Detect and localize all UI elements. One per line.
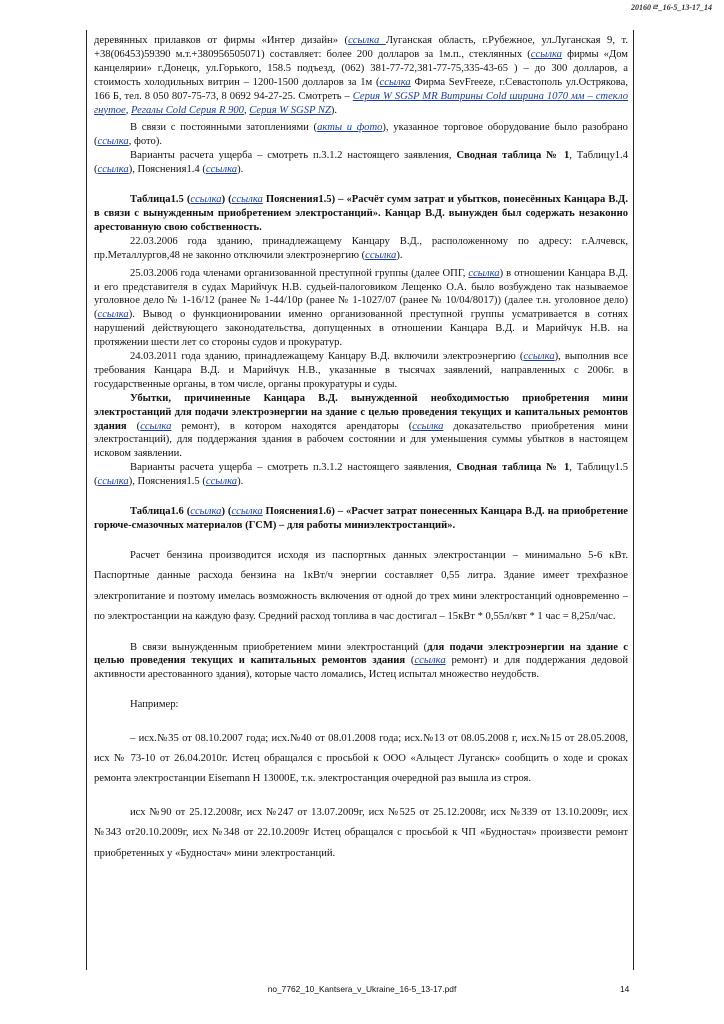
reference-link[interactable]: ссылка bbox=[414, 655, 446, 667]
bold-text: ) ( bbox=[221, 194, 232, 206]
footer-filename: no_7762_10_Kantsera_v_Ukraine_16-5_13-17.pdf bbox=[267, 984, 457, 994]
paragraph-p3 bbox=[94, 149, 628, 177]
reference-link[interactable]: ссылка bbox=[205, 164, 238, 176]
reference-link[interactable]: ссылка bbox=[190, 506, 222, 518]
text-run: ), Пояснения1.5 ( bbox=[128, 476, 206, 488]
text-run: , Таблицу1.5 ( bbox=[94, 462, 629, 488]
text-run: ), Пояснения1.4 ( bbox=[128, 164, 206, 176]
reference-link[interactable]: ссылка bbox=[140, 420, 172, 432]
page-number: 14 bbox=[620, 984, 630, 994]
paragraph-p12 bbox=[94, 641, 628, 683]
text-run: исх №90 от 25.12.2008г, исх №247 от 13.07.2009г, исх №525 от 25.12.2008г, исх №339 от 13.10.2009г, исх №343 от20.10.2009г, исх №348 от 22.10.2009г Истец обращался с просьбой к ЧП «Будностач» произвести ремонт приобретенных у «Будностач» мини электростанций. bbox=[94, 806, 628, 859]
text-run: Варианты расчета ущерба – смотреть п.3.1.2 настоящего заявления, bbox=[130, 150, 457, 162]
reference-link[interactable]: ссылка bbox=[523, 351, 555, 363]
text-run: ). Вывод о функционировании именно организованной преступной группы усматривается в сотнях нарушений действующего законодательства, допущенных в отношении Канцара В.Д. и Марийчук Н.В. на протяжении шести лет со стороны судов и прокуратур. bbox=[94, 309, 628, 349]
text-run: 22.03.2006 года зданию, принадлежащему Канцару В.Д., расположенному по адресу: г.Алчевск, пр.Металлургов,48 не законно отключили электроэнергию ( bbox=[94, 235, 628, 261]
paragraph-p6 bbox=[94, 267, 628, 350]
reference-link[interactable]: ссылка bbox=[97, 164, 129, 176]
reference-link[interactable]: ссылка bbox=[231, 506, 263, 518]
reference-link[interactable]: ссылка bbox=[365, 249, 397, 261]
text-run: ). bbox=[237, 164, 244, 176]
paragraph-p13 bbox=[94, 695, 628, 715]
page-stamp: 20160ㄹ_16-5_13-17_14 bbox=[630, 3, 712, 12]
text-run: Луганская область, г.Рубежное, ул.Луганская 9, т. +38(06453)59390 м.т.+380956505071) составляет: более 200 долларов за 1м.п., стеклянных ( bbox=[94, 35, 628, 60]
text-run: ) в отношении Канцара В.Д. и его представителя в судах Марийчук Н.В. судьей-палоговиком Лещенко О.А. было возбуждено так называемое уголовное дело № 1-16/12 (ранее № 1-44/10р (ранее № 1-1027/07 (ранее № 10/04/8017)) (далее т.н. уголовное дело) ( bbox=[94, 267, 628, 321]
reference-link[interactable]: ссылка bbox=[205, 476, 238, 488]
reference-link[interactable]: ссылка bbox=[190, 194, 222, 206]
text-run: фирмы «Дом канцелярии» г.Донецк, ул.Горького, 158.5 подъезд, (062) 381-77-72,381-77-75,335-43-65 ) – до 300 долларов, а стоимость холодильных витрин – 1200-1500 долларов за 1м ( bbox=[94, 48, 628, 88]
paragraph-p1 bbox=[94, 34, 628, 117]
paragraph-p10 bbox=[94, 505, 628, 533]
reference-link[interactable]: Регалы Cold Серия R 900 bbox=[131, 104, 244, 116]
bold-text: Таблица1.6 ( bbox=[130, 506, 191, 518]
text-run: деревянных прилавков от фирмы «Интер дизайн» ( bbox=[94, 35, 349, 46]
reference-link[interactable]: ссылка bbox=[379, 76, 411, 88]
text-run: В связи вынужденным приобретением мини электростанций ( bbox=[130, 641, 428, 653]
reference-link[interactable]: ссылка bbox=[468, 267, 500, 279]
reference-link[interactable]: Серия W SGSP MR Витрины Cold ширина 1070 мм – стекло гнутое bbox=[94, 90, 629, 116]
text-run: – исх.№35 от 08.10.2007 года; исх.№40 от 08.01.2008 года; исх.№13 от 08.05.2008 г, исх.№15 от 28.05.2008, исх № 73-10 от 26.04.2010г. Истец обращался с просьбой к ООО «Альцест Луганск» сообщить о ходе и сроках ремонта электростанции Eisemann H 13000E, т.к. электростанция очередной раз вышла из строя. bbox=[94, 732, 628, 785]
bold-text: Таблица1.5 ( bbox=[130, 194, 191, 206]
paragraph-p9 bbox=[94, 461, 628, 489]
document-body bbox=[94, 34, 628, 864]
paragraph-p7 bbox=[94, 350, 628, 392]
bold-text: Убытки, причиненные Канцара В.Д. вынужденной необходимостью приобретения мини электростанций для подачи электроэнергии на здание с целью проведения текущих и капитальных ремонтов здания bbox=[94, 392, 628, 432]
text-run: 24.03.2011 года зданию, принадлежащему Канцару В.Д. включили электроэнергию ( bbox=[130, 351, 524, 363]
reference-link[interactable]: ссылка bbox=[530, 48, 562, 60]
paragraph-p2 bbox=[94, 121, 628, 149]
bold-text: Пояснения1.6) – «Расчет затрат понесенных Канцара В.Д. на приобретение горюче-смазочных материалов (ГСМ) – для работы миниэлектростанций». bbox=[94, 506, 628, 531]
text-run: 25.03.2006 года членами организованной преступной группы (далее ОПГ, bbox=[130, 267, 469, 279]
text-run: ( bbox=[405, 655, 415, 667]
reference-link[interactable]: ссылка bbox=[412, 420, 444, 432]
bold-text: Сводная таблица № 1 bbox=[456, 150, 570, 162]
text-run: Расчет бензина производится исходя из паспортных данных электростанции – минимально 5-6 кВт. Паспортные данные расхода бензина на 1кВт/ч энергии составляет 0,55 литра. Здание имеет трехфазное электропитание и поэтому имелась возможность включения от одной до трех мини электростанций одновременно – по электростанции на каждую фазу. Средний расход топлива в час достигал – 15кВт * 0,55л/квт * 1 час = 8,25л/час. bbox=[94, 549, 628, 623]
reference-link[interactable]: Серия W SGSP NZ bbox=[249, 104, 331, 116]
bold-text: Сводная таблица № 1 bbox=[456, 462, 570, 474]
reference-link[interactable]: ссылка bbox=[231, 194, 263, 206]
paragraph-p4 bbox=[94, 193, 628, 235]
reference-link[interactable]: ссылка bbox=[348, 35, 386, 46]
text-run: Например: bbox=[130, 699, 179, 711]
text-run: ). bbox=[396, 249, 403, 261]
reference-link[interactable]: ссылка bbox=[97, 309, 129, 321]
paragraph-p5 bbox=[94, 235, 628, 263]
text-run: ). bbox=[330, 104, 338, 116]
text-run: , bbox=[125, 104, 132, 116]
bold-text: для подачи электроэнергии на здание с целью проведения текущих и капитальных ремонтов здания bbox=[94, 641, 628, 667]
text-run: ( bbox=[126, 420, 141, 432]
text-run: , Таблицу1.4 ( bbox=[94, 150, 629, 176]
text-run: ремонт) и для поддержания дедовой активности арестованного здания), которые часто ломались, Истец испытал множество неудобств. bbox=[94, 655, 628, 681]
bold-text: Пояснения1.5) – «Расчёт сумм затрат и убытков, понесённых Канцара В.Д. в связи с вынужденным приобретением электростанций». Канцар В.Д. вынужден был содержать незаконно арестованную свою собственность. bbox=[94, 194, 628, 233]
text-run: ), выполнив все требования Канцара В.Д. и Марийчук Н.В., указанные в тысячах заявлений, направленных с 2006г. в государственные органы, в том числе, органы прокуратуры и суды. bbox=[94, 351, 629, 390]
reference-link[interactable]: акты и фото bbox=[317, 122, 383, 134]
bold-text: ) ( bbox=[221, 506, 232, 518]
text-run: доказательство приобретения мини электростанций), для поддержания здания в рабочем состоянии и для уменьшения суммы убытков в настоящем исковом заявлении. bbox=[94, 420, 628, 460]
text-run: ), указанное торговое оборудование было разобрано ( bbox=[94, 122, 628, 148]
paragraph-p8 bbox=[94, 392, 628, 462]
text-run: ремонт), в котором находятся арендаторы ( bbox=[171, 420, 413, 432]
reference-link[interactable]: ссылка bbox=[97, 136, 129, 148]
text-run: Фирма SevFreeze, г.Севастополь ул.Острякова, 166 Б, тел. 8 050 807-75-73, 8 0692 94-27-25. Смотреть – bbox=[94, 76, 628, 102]
paragraph-p15 bbox=[94, 803, 628, 864]
paragraph-p11 bbox=[94, 546, 628, 628]
paragraph-p14 bbox=[94, 729, 628, 790]
text-run: , фото). bbox=[128, 136, 162, 148]
text-run: Варианты расчета ущерба – смотреть п.3.1.2 настоящего заявления, bbox=[130, 462, 457, 474]
reference-link[interactable]: ссылка bbox=[97, 476, 129, 488]
text-run: В связи с постоянными затоплениями ( bbox=[130, 122, 318, 134]
text-run: ). bbox=[237, 476, 244, 488]
text-run: , bbox=[243, 104, 250, 116]
